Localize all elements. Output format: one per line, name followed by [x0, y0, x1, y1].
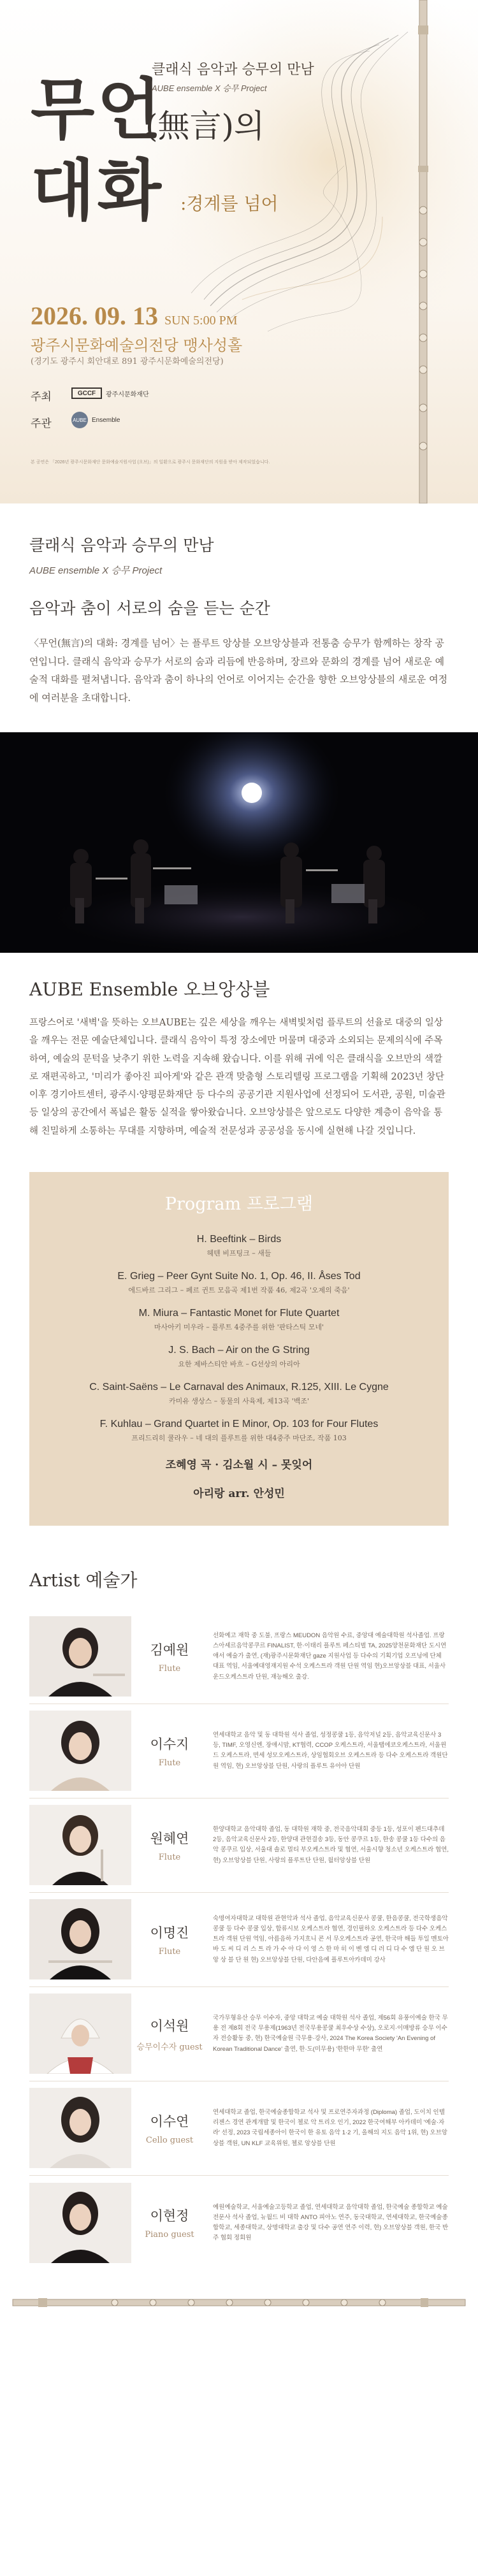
program-item-korean: 마사아키 미우라 – 플루트 4중주를 위한 '판타스틱 모네' — [154, 1322, 324, 1331]
event-venue: 광주시문화예술의전당 맹사성홀 — [31, 336, 243, 354]
program-item-korean: 카미유 생상스 – 동물의 사육제, 제13곡 '백조' — [168, 1396, 310, 1405]
flute-illustration — [404, 0, 442, 503]
artist-name: 이수연 — [150, 2113, 189, 2129]
footer-flute-strip — [0, 2283, 478, 2322]
artist-row — [29, 1987, 449, 2081]
flute-horizontal-illustration — [0, 2283, 478, 2322]
program-item-english: E. Grieg – Peer Gynt Suite No. 1, Op. 46, II. Åses Tod — [117, 1270, 361, 1282]
artist-row — [29, 1704, 449, 1798]
artist-name: 이명진 — [150, 1925, 189, 1941]
artist-bio: 연세대학교 졸업, 한국예술종합학교 석사 및 프로연주자과정 (Diploma) 졸업, 도이치 인텔리젠스 경연 관계개발 및 한국이 첼로 악 트리오 인기, 2022 한국여해부 아카데미 '예술·자라' 선정, 2023 국립세종아이 한국이 한 유토 음악 1·2 기, 올해의 지도 음악 1위, 현) 오브앙상블 객원, UN KLF 교육위원, 첼로 앙상블 단원 — [213, 2109, 447, 2147]
program-item-english: F. Kuhlau – Grand Quartet in E Minor, Op. 103 for Four Flutes — [99, 1418, 379, 1429]
stage-illustration — [0, 732, 478, 953]
program-item-korean: 프리드리히 쿨라우 – 네 대의 플루트를 위한 대4중주 마단조, 작품 103 — [131, 1433, 347, 1442]
program-item-korean: 요한 제바스티안 바흐 – G선상의 아리아 — [178, 1359, 300, 1368]
host-logo — [71, 387, 149, 399]
program-highlight — [42, 1484, 436, 1500]
artist-photo — [29, 2183, 131, 2263]
artist-name: 원혜연 — [150, 1830, 189, 1846]
program-box — [29, 1172, 449, 1526]
artist-photo — [29, 1899, 131, 1979]
artist-name: 김예원 — [150, 1642, 189, 1658]
artist-role: Flute — [158, 1663, 181, 1674]
artist-bio: 한양대학교 음악대학 졸업, 동 대학원 재학 중, 전국음악대회 중등 1등, 성포이 펜드대추데 2등, 음악교육신문사 2등, 한양대 관현결송 3등, 동안 콩쿠르 1등, 한송 콩쿨 1등 다수의 음악 콩쿠르 입상, 서울대 솔로 멀티 부오케스트라 및 협연, 서울시향 청소년 오케스트라 협연, 현) 오브앙상블 단원, 사랑의 플루트단 단원, 월터앙상블 단원 — [213, 1826, 449, 1864]
artist-row — [29, 1610, 449, 1704]
program-title: Program 프로그램 — [164, 1194, 314, 1214]
program-item — [42, 1345, 436, 1369]
program-item — [42, 1382, 436, 1406]
aube-logo-icon: AUBE — [71, 412, 88, 428]
artist-row — [29, 1798, 449, 1893]
program-highlight-2: 아리랑 arr. 안성민 — [193, 1487, 285, 1500]
artist-name: 이수지 — [150, 1736, 189, 1752]
ensemble-body: 프랑스어로 '새벽'을 뜻하는 오브AUBE는 깊은 세상을 깨우는 새벽빛처럼 플루트의 선율로 대중의 일상을 깨우는 전문 예술단체입니다. 클래식 음악이 특정 장소에만 머물며 대중과 소외되는 문제의식에 주목하여, 예술의 문턱을 낮추기 위한 노력을 지속해 왔습니다. 이를 위해 귀에 익은 클래식을 오브만의 색깔로 재편곡하고, '미리가 좋아진 피아게'와 같은 관객 맞춤형 스토리텔링 프로그램을 기획해 2023년 창단 이후 경기아트센터, 광주시·양평문화재단 등 다수의 공공기관 지원사업에 선정되어 도서관, 공원, 미술관 등 일상의 공간에서 폭넓은 활동 실적을 쌓아왔습니다. 오브앙상블은 앞으로도 다양한 계층이 음악을 통해 친밀하게 소통하는 무대를 지향하며, 예술적 전문성과 공공성을 동시에 실현해 나갈 것입니다. — [29, 1018, 445, 1136]
intro-headline: 음악과 춤이 서로의 숨을 듣는 순간 — [29, 599, 270, 618]
host-name: 광주시문화재단 — [106, 391, 149, 398]
artists-title: Artist 예술가 — [29, 1569, 138, 1591]
organizer-logo — [71, 412, 120, 428]
artist-name: 이석원 — [150, 2018, 189, 2034]
organizer-label: 주관 — [31, 417, 52, 430]
program-item — [42, 1419, 436, 1443]
program-item-english: J. S. Bach – Air on the G String — [168, 1344, 310, 1356]
hero-title-line2: 대화 — [31, 151, 164, 229]
hero-title-line1: 무언 — [31, 70, 164, 148]
artist-row — [29, 2176, 449, 2270]
artist-bio: 연세대학교 음악 및 동 대학원 석사 졸업, 성정콩쿨 1등, 음악저널 2등, 음악교육신문사 3등, TIMF, 오영신엔, 장애시맘, KT협력, CCOP 오케스트라, 서울탭에코오케스트라, 서울윈드 오케스트라, 면세 성모오케스트라, 상임협회오브 오케스트라 등 다수 오케스트라 객원단원 역임, 현) 오브앙상블 단원, 사랑의 플루트 유아아 단원 — [213, 1732, 448, 1770]
artist-name-column — [131, 1923, 208, 1957]
event-date-text: 2026. 09. 13 — [31, 301, 158, 330]
program-item-english: H. Beeftink – Birds — [196, 1233, 282, 1245]
ensemble-section — [0, 953, 478, 1172]
intro-line2: AUBE ensemble X 승무 Project — [29, 565, 163, 576]
artist-role: Flute — [158, 1758, 181, 1768]
hero-fineprint: 본 공연은 「2026년 광주시문화재단 문화예술지원사업 (오브)」의 일환으로 광주시 문화재단의 지원을 받아 제작되었습니다. — [31, 460, 270, 465]
artist-row — [29, 2081, 449, 2176]
hero-poster — [0, 0, 478, 503]
event-address: (경기도 광주시 회안대로 891 광주시문화예술의전당) — [31, 357, 224, 366]
host-label: 주최 — [31, 391, 52, 403]
intro-line1: 클래식 음악과 승무의 만남 — [29, 536, 214, 554]
artist-photo — [29, 1805, 131, 1885]
program-item — [42, 1308, 436, 1332]
event-date — [31, 301, 237, 331]
gccf-logo-icon: GCCF — [71, 387, 102, 399]
intro-body: 〈무언(無言)의 대화: 경계를 넘어〉는 플루트 앙상블 오브앙상블과 전통춤 승무가 함께하는 창작 공연입니다. 클래식 음악과 승무가 서로의 숨과 리듬에 반응하며, 장르와 문화의 경계를 넘어 새로운 예술적 대화를 펼쳐냅니다. 음악과 춤이 하나의 언어로 이어지는 순간을 향한 오브앙상블의 새로운 여정에 여러분을 초대합니다. — [29, 637, 448, 704]
artist-role: 승무이수자 guest — [136, 2042, 203, 2052]
artist-bio: 국가무형유산 승무 이수자, 중앙 대학교 예술 대학원 석사 졸업, 제56회 유풍이예술 한국 무용 전 제8회 전국 무용제(1963년 전국무용콩쿨 최우수상 수상), 오로지·이매방류 승무 이수자 전승활동 중, 현) 한국예술원 극무용·강사, 2024 The Korea Society 'An Evening of Korean Traditional Dance' 출연, 한·도(미무용) '한한마 무한' 출연 — [213, 2015, 448, 2053]
program-section — [0, 1172, 478, 1526]
artist-name-column — [131, 1828, 208, 1862]
intro-section — [0, 503, 478, 732]
program-item-korean: 헤텐 비프팅크 – 새들 — [206, 1248, 272, 1257]
artist-name-column — [131, 1640, 208, 1674]
artist-bio: 숙명여자대학교 대학원 관현악과 석사 졸업, 음악교육신문사 콩쿨, 한음콩쿨, 전국학생음악 콩쿨 등 다수 콩쿨 입상, 합류시보 오케스트라 협연, 경인필하오 오케스트라 등 다수 오케스트라 객원 단원 역임, 아름음하 가지흐니 콘 서 무오케스트라 공연, 한국마 해들 투일 멘토아 바 도 씨 디 리 스 트 라 가 수 아 다 이 영 스 한 마 히 이 벤 엠 디 러 디 다 수 엠 단 원 오 브 앙 상 블 단 원 현) 오브앙상블 단원, 다안음예 플루트아카데미 강사 — [213, 1915, 449, 1964]
ensemble-title: AUBE Ensemble 오브앙상블 — [29, 979, 270, 1000]
artist-name-column — [131, 2206, 208, 2240]
hero-intro-korean: 클래식 음악과 승무의 만남 — [152, 62, 314, 78]
hero-subtitle: :경계를 넘어 — [180, 193, 279, 214]
ensemble-stage-photo — [0, 732, 478, 953]
program-item-korean: 에드바르 그리그 – 페르 귄트 모음곡 제1번 작품 46, 제2곡 '오제의 죽음' — [128, 1285, 350, 1294]
organizer-name: Ensemble — [92, 416, 120, 424]
artist-role: Flute — [158, 1852, 181, 1862]
program-item — [42, 1271, 436, 1295]
artist-name: 이현정 — [150, 2208, 189, 2224]
artist-name-column — [131, 1734, 208, 1768]
artist-bio: 선화예고 재학 중 도불, 프랑스 MEUDON 음악원 수료, 중앙대 예술대학원 석사졸업. 프랑스아셰르음악콩쿠르 FINALIST, 한·이태리 플루트 페스티벌 TA, 2025양천문화재단 도시연애서 예술가 출연, (재)광주시문화재단 gaze 지원사업 등 다수의 기획기업 오프닝에 단체 대표 역임, 서울예대영재지원 수석 오케스트라 객원 단원 역임 현)오브앙상블 대표, 서울사운드오케스트라 단원, 재능해오 출강. — [213, 1632, 447, 1681]
hero-hanja: (無言)의 — [145, 108, 265, 145]
program-highlight — [42, 1456, 436, 1472]
program-highlight-1: 조혜영 곡 · 김소월 시 – 못잊어 — [165, 1458, 313, 1472]
artist-photo — [29, 1711, 131, 1791]
artist-photo — [29, 1994, 131, 2074]
program-item-english: M. Miura – Fantastic Monet for Flute Quartet — [138, 1307, 340, 1319]
hero-intro-english: AUBE ensemble X 승무 Project — [152, 83, 267, 93]
program-item-english: C. Saint-Saëns – Le Carnaval des Animaux, R.125, XIII. Le Cygne — [89, 1381, 389, 1393]
artist-role: Piano guest — [145, 2230, 194, 2240]
artist-role: Cello guest — [145, 2135, 194, 2145]
artist-name-column — [131, 2111, 208, 2145]
program-item — [42, 1234, 436, 1258]
artist-row — [29, 1893, 449, 1987]
event-time: SUN 5:00 PM — [164, 314, 238, 328]
artist-photo — [29, 2088, 131, 2168]
artists-section — [0, 1526, 478, 2283]
artist-name-column — [131, 2016, 208, 2052]
artist-bio: 예원예술학교, 서울예술고등학교 졸업, 연세대학교 음악대학 졸업, 한국예술 종합학교 예술전문사 석사 졸업, 뉴월드 비 대학 ANTO 피아노 연주, 동국대학교, 연세대학교, 한국예술종합학교, 세종대학교, 상명대학교 출강 및 다수 공연 연주 이력, 현) 오브앙상블 객원, 한국 반주 협회 정회원 — [213, 2203, 449, 2241]
artist-photo — [29, 1616, 131, 1697]
artist-role: Flute — [158, 1946, 181, 1957]
